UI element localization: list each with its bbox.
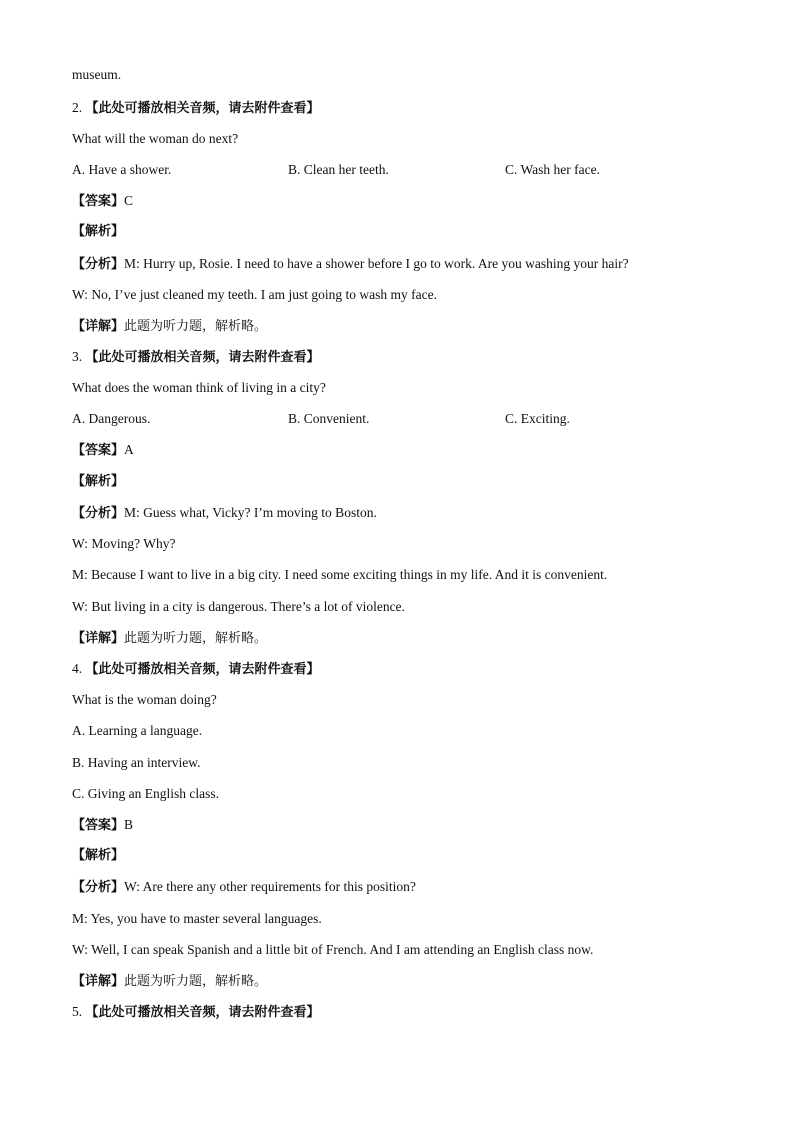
audio-note: 【此处可播放相关音频，请去附件查看】 — [85, 1005, 320, 1020]
question-4-header — [72, 661, 320, 678]
fenxi-tag: 【分析】 — [72, 506, 125, 521]
analysis-tag: 【解析】 — [72, 224, 125, 239]
answer-line — [72, 442, 134, 459]
question-5-header — [72, 1004, 320, 1021]
detail-line — [72, 630, 267, 647]
option-b: B. Clean her teeth. — [288, 162, 389, 177]
answer-value: A — [124, 442, 134, 457]
dialogue-line — [72, 505, 377, 522]
detail-tag: 【详解】 — [72, 631, 125, 646]
dialogue-line: M: Because I want to live in a big city. I need some exciting things in my life. And it is convenient. — [72, 567, 608, 582]
option-b: B. Having an interview. — [72, 755, 201, 770]
option-a: A. Learning a language. — [72, 723, 203, 738]
analysis-tag: 【解析】 — [72, 474, 125, 489]
dialogue-line: W: But living in a city is dangerous. There’s a lot of violence. — [72, 599, 405, 614]
option-c: C. Exciting. — [505, 411, 570, 426]
dialogue-line: W: Well, I can speak Spanish and a little bit of French. And I am attending an English class now. — [72, 942, 594, 957]
detail-tag: 【详解】 — [72, 974, 125, 989]
dialogue-text: M: Guess what, Vicky? I’m moving to Boston. — [124, 505, 377, 520]
answer-value: B — [124, 817, 134, 832]
option-b: B. Convenient. — [288, 411, 370, 426]
detail-text: 此题为听力题，解析略。 — [124, 319, 268, 334]
fenxi-tag: 【分析】 — [72, 257, 125, 272]
answer-tag: 【答案】 — [72, 443, 125, 458]
dialogue-line: W: Moving? Why? — [72, 536, 176, 551]
detail-line — [72, 973, 267, 990]
question-3-text: What does the woman think of living in a city? — [72, 380, 326, 395]
answer-value: C — [124, 193, 134, 208]
detail-line — [72, 318, 267, 335]
dialogue-line: W: No, I’ve just cleaned my teeth. I am just going to wash my face. — [72, 287, 438, 302]
answer-line — [72, 817, 133, 834]
answer-line — [72, 193, 133, 210]
question-number: 3. — [72, 349, 83, 364]
dialogue-line — [72, 879, 416, 896]
intro-tail-text: museum. — [72, 67, 122, 82]
question-3-header — [72, 349, 320, 366]
option-a: A. Dangerous. — [72, 411, 151, 426]
detail-tag: 【详解】 — [72, 319, 125, 334]
dialogue-line — [72, 256, 629, 273]
question-2-text: What will the woman do next? — [72, 131, 239, 146]
dialogue-line: M: Yes, you have to master several languages. — [72, 911, 322, 926]
audio-note: 【此处可播放相关音频，请去附件查看】 — [85, 350, 320, 365]
answer-tag: 【答案】 — [72, 818, 125, 833]
detail-text: 此题为听力题，解析略。 — [124, 631, 268, 646]
question-4-text: What is the woman doing? — [72, 692, 217, 707]
question-2-header — [72, 100, 320, 117]
dialogue-text: M: Hurry up, Rosie. I need to have a shower before I go to work. Are you washing your hair? — [124, 256, 629, 271]
fenxi-tag: 【分析】 — [72, 880, 125, 895]
option-a: A. Have a shower. — [72, 162, 172, 177]
question-number: 5. — [72, 1004, 83, 1019]
audio-note: 【此处可播放相关音频，请去附件查看】 — [85, 662, 320, 677]
answer-tag: 【答案】 — [72, 194, 125, 209]
detail-text: 此题为听力题，解析略。 — [124, 974, 268, 989]
analysis-tag: 【解析】 — [72, 848, 125, 863]
option-c: C. Giving an English class. — [72, 786, 219, 801]
option-c: C. Wash her face. — [505, 162, 601, 177]
dialogue-text: W: Are there any other requirements for this position? — [124, 879, 416, 894]
question-number: 4. — [72, 661, 83, 676]
question-number: 2. — [72, 100, 83, 115]
audio-note: 【此处可播放相关音频，请去附件查看】 — [85, 101, 320, 116]
